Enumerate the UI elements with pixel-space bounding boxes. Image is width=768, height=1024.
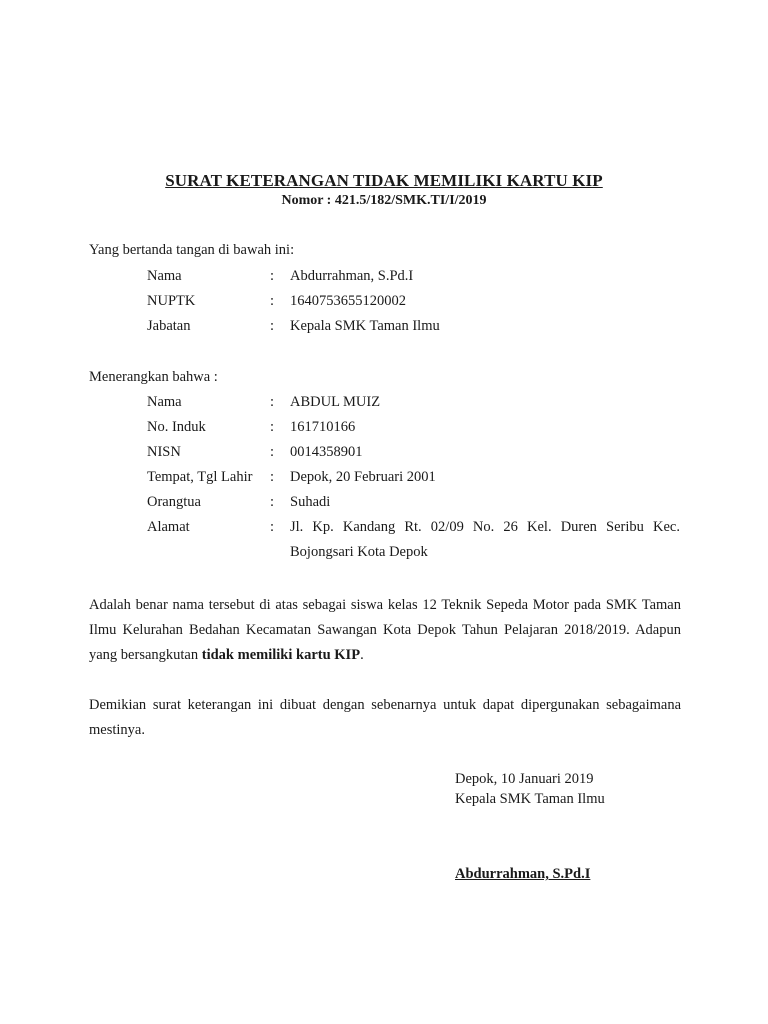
student-name-colon: : [270,394,275,410]
student-nisn-value: 0014358901 [290,444,363,460]
closing-paragraph: Demikian surat keterangan ini dibuat dengan sebenarnya untuk dapat dipergunakan sebagaimana mestinya. [89,697,681,738]
signer-nuptk-value: 1640753655120002 [290,293,406,309]
body-paragraph-bold: tidak memiliki kartu KIP [201,647,361,663]
student-parent-colon: : [270,494,275,510]
signer-name-label: Nama [147,268,182,284]
signer-position-value: Kepala SMK Taman Ilmu [290,318,440,334]
signer-name-value: Abdurrahman, S.Pd.I [290,268,414,284]
intro-text: Yang bertanda tangan di bawah ini: [89,242,295,258]
student-nisn-colon: : [270,444,275,460]
signer-name-colon: : [270,268,275,284]
signature-position: Kepala SMK Taman Ilmu [455,791,605,807]
student-birth-label: Tempat, Tgl Lahir [147,469,253,485]
student-induk-colon: : [270,419,275,435]
signer-position-colon: : [270,318,275,334]
statement-intro: Menerangkan bahwa : [89,369,218,385]
student-name-label: Nama [147,394,182,410]
signature-name: Abdurrahman, S.Pd.I [455,866,591,882]
letter-number: Nomor : 421.5/182/SMK.TI/I/2019 [281,193,487,208]
student-induk-label: No. Induk [147,419,206,435]
student-address-label: Alamat [147,519,190,535]
student-address-colon: : [270,519,275,535]
student-name-value: ABDUL MUIZ [290,394,381,410]
student-address-value: Jl. Kp. Kandang Rt. 02/09 No. 26 Kel. Duren Seribu Kec. Bojongsari Kota Depok [290,519,680,560]
body-paragraph-end: . [360,647,364,663]
letter-title: SURAT KETERANGAN TIDAK MEMILIKI KARTU KIP [165,171,603,190]
student-nisn-label: NISN [147,444,181,460]
signature-place-date: Depok, 10 Januari 2019 [455,771,594,787]
body-paragraph [89,593,681,668]
student-induk-value: 161710166 [290,419,356,435]
student-parent-value: Suhadi [290,494,331,510]
student-birth-value: Depok, 20 Februari 2001 [290,469,436,485]
student-parent-label: Orangtua [147,494,201,510]
signer-nuptk-colon: : [270,293,275,309]
signer-nuptk-label: NUPTK [147,293,196,309]
student-birth-colon: : [270,469,275,485]
signer-position-label: Jabatan [147,318,191,334]
body-paragraph-start: Adalah benar nama tersebut di atas sebagai siswa kelas 12 Teknik Sepeda Motor pada SMK Taman Ilmu Kelurahan Bedahan Kecamatan Sawangan Kota Depok Tahun Pelajaran 2018/2019. Adapun yang bersangkutan [89,597,681,663]
